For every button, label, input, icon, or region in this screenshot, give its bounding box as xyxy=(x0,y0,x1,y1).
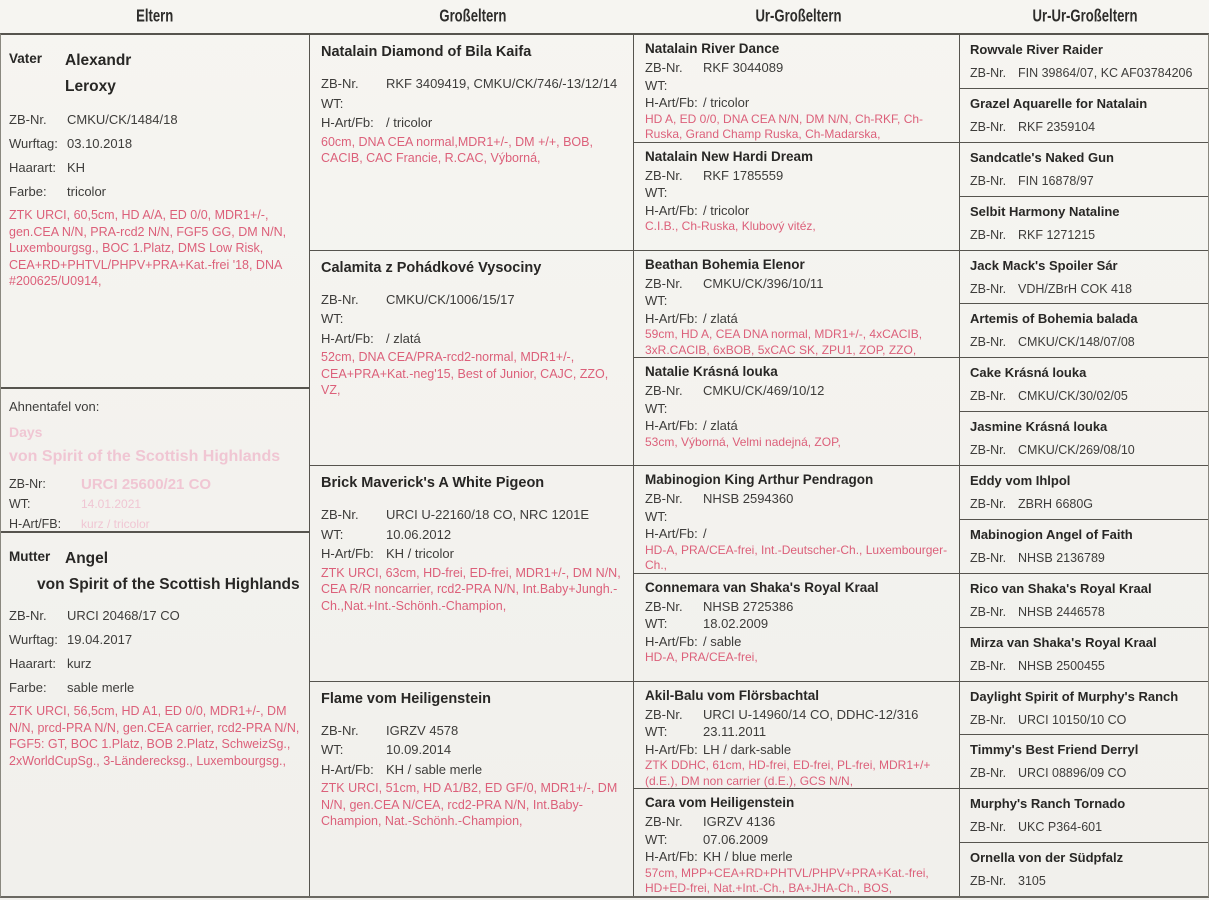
pedigree-table xyxy=(0,33,1209,898)
hart-value: / zlatá xyxy=(703,310,738,326)
field-label: WT: xyxy=(321,742,344,757)
ur-grosseltern-column xyxy=(634,35,960,896)
field-label: ZB-Nr. xyxy=(970,712,1007,727)
health-text: ZTK URCI, 63cm, HD-frei, ED-frei, MDR1+/-, DM N/N, CEA R/R noncarrier, rcd2-PRA N/N, Int.Baby+Jungh.-Ch.,Nat.+Int.-Schönh.-Champion, xyxy=(321,565,621,613)
health-text: 59cm, HD A, CEA DNA normal, MDR1+/-, 4xCACIB, 3xR.CACIB, 6xBOB, 5xCAC SK, ZPU1, ZOP, ZZO, xyxy=(645,327,923,357)
field-label: WT: xyxy=(645,724,668,739)
health-text: HD-A, PRA/CEA-frei, Int.-Deutscher-Ch., Luxembourger-Ch., xyxy=(645,542,948,572)
hart-value: LH / dark-sable xyxy=(703,741,792,757)
field-label: H-Art/FB: xyxy=(9,517,62,531)
dog-name: Daylight Spirit of Murphy's Ranch xyxy=(970,688,1179,704)
vater-name-line2: Leroxy xyxy=(65,78,116,95)
dog-name: Timmy's Best Friend Derryl xyxy=(970,742,1139,758)
great-great-grandparent-cell xyxy=(960,789,1208,843)
mutter-cell xyxy=(1,533,309,896)
dog-name: Artemis of Bohemia balada xyxy=(970,311,1138,327)
field-label: ZB-Nr. xyxy=(645,814,683,830)
field-label: ZB-Nr. xyxy=(321,722,359,738)
field-label: ZB-Nr. xyxy=(9,112,47,127)
column-header-ur-ur-grosseltern: Ur-Ur-Großeltern xyxy=(1033,6,1138,26)
zb-value: NHSB 2594360 xyxy=(703,491,794,506)
zb-value: RKF 1271215 xyxy=(1018,227,1096,242)
field-label: H-Art/Fb: xyxy=(645,202,698,218)
dog-name: Jack Mack's Spoiler Sár xyxy=(970,257,1118,273)
field-label: ZB-Nr. xyxy=(645,706,683,722)
grandparent-cell xyxy=(310,466,633,682)
zb-value: NHSB 2725386 xyxy=(703,598,794,614)
grosseltern-column xyxy=(310,35,634,896)
great-great-grandparent-cell xyxy=(960,358,1208,412)
mutter-name-line1: Angel xyxy=(65,550,109,567)
dog-name: Eddy vom Ihlpol xyxy=(970,473,1071,488)
health-text: 57cm, MPP+CEA+RD+PHTVL/PHPV+PRA+Kat.-frei, HD+ED-frei, Nat.+Int.-Ch., BA+JHA-Ch., BOS, xyxy=(645,865,929,896)
vater-zb-value: CMKU/CK/1484/18 xyxy=(67,112,178,127)
health-text: HD-A, PRA/CEA-frei, xyxy=(645,650,758,665)
vater-role-label: Vater xyxy=(9,51,43,66)
field-label: ZB-Nr. xyxy=(970,227,1007,242)
field-label: ZB-Nr. xyxy=(970,820,1007,835)
dog-name: Natalain New Hardi Dream xyxy=(645,148,814,164)
great-great-grandparent-cell xyxy=(960,628,1208,682)
great-grandparent-cell xyxy=(634,251,959,359)
field-label: ZB-Nr. xyxy=(970,604,1007,619)
field-label: WT: xyxy=(645,616,668,632)
dog-name: Rowvale River Raider xyxy=(970,42,1103,57)
dog-name: Connemara van Shaka's Royal Kraal xyxy=(645,579,879,595)
field-label: H-Art/Fb: xyxy=(645,310,698,326)
wt-value: 18.02.2009 xyxy=(703,616,769,632)
dog-name: Grazel Aquarelle for Natalain xyxy=(970,95,1148,111)
great-great-grandparent-cell xyxy=(960,574,1208,628)
field-label: Farbe: xyxy=(9,184,47,199)
field-label: WT: xyxy=(321,526,344,542)
field-label: ZB-Nr. xyxy=(970,119,1007,134)
dog-name: Beathan Bohemia Elenor xyxy=(645,256,805,272)
dog-name: Natalain Diamond of Bila Kaifa xyxy=(321,44,532,60)
field-label: H-Art/Fb: xyxy=(321,330,374,346)
zb-value: URCI 10150/10 CO xyxy=(1018,712,1127,727)
field-label: H-Art/Fb: xyxy=(645,849,698,865)
dog-name: Cara vom Heiligenstein xyxy=(645,795,795,811)
generation-header-row xyxy=(0,0,1209,33)
column-header-ur-grosseltern: Ur-Großeltern xyxy=(755,6,842,26)
dog-name: Calamita z Pohádkové Vysociny xyxy=(321,259,542,276)
field-label: WT: xyxy=(645,831,668,847)
field-label: Wurftag: xyxy=(9,136,58,151)
zb-value: ZBRH 6680G xyxy=(1018,497,1094,511)
field-label: ZB-Nr. xyxy=(970,497,1007,511)
health-text: HD A, ED 0/0, DNA CEA N/N, DM N/N, Ch-RKF, Ch-Ruska, Grand Champ Ruska, Ch-Madarska, xyxy=(645,111,924,141)
field-label: H-Art/Fb: xyxy=(321,546,374,561)
grandparent-cell xyxy=(310,35,633,251)
zb-value: URCI 08896/09 CO xyxy=(1018,766,1127,781)
field-label: ZB-Nr. xyxy=(645,598,683,614)
ahnentafel-title: Ahnentafel von: xyxy=(9,399,100,414)
zb-value: IGRZV 4578 xyxy=(386,722,459,738)
zb-value: VDH/ZBrH COK 418 xyxy=(1018,281,1132,296)
great-great-grandparent-cell xyxy=(960,466,1208,520)
great-great-grandparent-cell xyxy=(960,143,1208,197)
dog-name: Mabinogion Angel of Faith xyxy=(970,526,1133,542)
dog-name: Mabinogion King Arthur Pendragon xyxy=(645,472,874,487)
field-label: WT: xyxy=(9,497,31,511)
vater-health-text: ZTK URCI, 60,5cm, HD A/A, ED 0/0, MDR1+/-, gen.CEA N/N, PRA-rcd2 N/N, FGF5 GG, DM N/N, Luxembourgsg., BOC 1.Platz, DMS Low Risk, CEA+RD+PHTVL/PHPV+PRA+Kat.-frei '18, DNA #200625/U0914, xyxy=(9,208,287,288)
zb-value: CMKU/CK/396/10/11 xyxy=(703,275,824,291)
wt-value: 10.09.2014 xyxy=(386,742,452,757)
hart-value: / tricolor xyxy=(703,202,750,218)
dog-name: Natalie Krásná louka xyxy=(645,364,778,380)
hart-value: KH / tricolor xyxy=(386,546,454,561)
field-label: H-Art/Fb: xyxy=(645,95,698,110)
great-grandparent-cell xyxy=(634,358,959,466)
field-label: ZB-Nr. xyxy=(970,443,1007,458)
vater-haarart-value: KH xyxy=(67,160,86,175)
ur-ur-grosseltern-column xyxy=(960,35,1208,896)
mutter-name-line2: von Spirit of the Scottish Highlands xyxy=(37,576,300,593)
great-great-grandparent-cell xyxy=(960,197,1208,251)
zb-value: CMKU/CK/148/07/08 xyxy=(1018,335,1135,350)
zb-value: FIN 39864/07, KC AF03784206 xyxy=(1018,66,1193,80)
health-text: ZTK URCI, 51cm, HD A1/B2, ED GF/0, MDR1+/-, DM N/N, gen.CEA N/CEA, rcd2-PRA N/N, Int.Baby-Champion, Nat.-Schönh.-Champion, xyxy=(321,781,618,828)
great-great-grandparent-cell xyxy=(960,304,1208,358)
column-header-eltern: Eltern xyxy=(136,6,174,26)
hart-value: KH / blue merle xyxy=(703,849,793,865)
dog-name: Jasmine Krásná louka xyxy=(970,419,1108,435)
zb-value: CMKU/CK/269/08/10 xyxy=(1018,443,1135,458)
field-label: Farbe: xyxy=(9,680,47,695)
field-label: ZB-Nr. xyxy=(970,550,1007,565)
dog-name: Selbit Harmony Nataline xyxy=(970,203,1120,219)
great-great-grandparent-cell xyxy=(960,251,1208,305)
great-grandparent-cell xyxy=(634,35,959,143)
field-label: WT: xyxy=(321,311,344,326)
field-label: ZB-Nr. xyxy=(321,76,359,91)
great-great-grandparent-cell xyxy=(960,412,1208,466)
field-label: WT: xyxy=(645,77,668,93)
field-label: ZB-Nr. xyxy=(970,766,1007,781)
field-label: H-Art/Fb: xyxy=(321,761,374,777)
wt-value: 07.06.2009 xyxy=(703,831,769,847)
field-label: ZB-Nr. xyxy=(970,389,1007,404)
dog-name: Flame vom Heiligenstein xyxy=(321,690,492,707)
wt-value: 10.06.2012 xyxy=(386,526,452,542)
hart-value: / sable xyxy=(703,633,742,649)
vater-cell xyxy=(1,35,309,387)
ahnentafel-von-cell xyxy=(1,387,309,533)
great-grandparent-cell xyxy=(634,143,959,251)
zb-value: FIN 16878/97 xyxy=(1018,173,1094,188)
health-text: ZTK DDHC, 61cm, HD-frei, ED-frei, PL-frei, MDR1+/+ (d.E.), DM non carrier (d.E.), GCS N/N, xyxy=(645,758,931,788)
great-grandparent-cell xyxy=(634,682,959,790)
great-great-grandparent-cell xyxy=(960,735,1208,789)
eltern-column xyxy=(1,35,310,896)
hart-value: / tricolor xyxy=(386,115,433,130)
great-great-grandparent-cell xyxy=(960,35,1208,89)
field-label: Wurftag: xyxy=(9,632,58,647)
grandparent-cell xyxy=(310,251,633,467)
hart-value: / zlatá xyxy=(703,418,738,434)
dog-name: Cake Krásná louka xyxy=(970,365,1087,381)
field-label: ZB-Nr. xyxy=(970,281,1007,296)
great-grandparent-cell xyxy=(634,466,959,574)
field-label: ZB-Nr. xyxy=(645,383,683,399)
dog-name: Murphy's Ranch Tornado xyxy=(970,796,1126,812)
field-label: WT: xyxy=(645,508,668,524)
health-text: 53cm, Výborná, Velmi nadejná, ZOP, xyxy=(645,434,841,449)
great-grandparent-cell xyxy=(634,789,959,896)
mutter-farbe-value: sable merle xyxy=(67,680,135,695)
field-label: ZB-Nr. xyxy=(645,491,683,506)
zb-value: URCI U-14960/14 CO, DDHC-12/316 xyxy=(703,706,919,722)
field-label: ZB-Nr. xyxy=(645,275,683,291)
zb-value: NHSB 2136789 xyxy=(1018,550,1105,565)
great-great-grandparent-cell xyxy=(960,843,1208,896)
column-header-grosseltern: Großeltern xyxy=(438,6,507,26)
field-label: ZB-Nr. xyxy=(970,874,1007,889)
field-label: WT: xyxy=(645,185,668,201)
hart-value: / tricolor xyxy=(703,95,750,110)
field-label: WT: xyxy=(645,293,668,308)
field-label: ZB-Nr. xyxy=(970,66,1007,80)
great-great-grandparent-cell xyxy=(960,520,1208,574)
wt-value: 23.11.2011 xyxy=(703,724,767,739)
subject-hart-value: kurz / tricolor xyxy=(81,517,150,531)
zb-value: NHSB 2446578 xyxy=(1018,604,1105,619)
mutter-role-label: Mutter xyxy=(9,549,51,564)
subject-dog-name-line2: von Spirit of the Scottish Highlands xyxy=(9,448,281,465)
field-label: ZB-Nr. xyxy=(970,658,1007,673)
zb-value: CMKU/CK/30/02/05 xyxy=(1018,389,1128,404)
zb-value: UKC P364-601 xyxy=(1018,820,1103,835)
field-label: ZB-Nr. xyxy=(645,60,683,75)
zb-value: RKF 3044089 xyxy=(703,60,784,75)
field-label: ZB-Nr. xyxy=(970,173,1007,188)
subject-dog-name-line1: Days xyxy=(9,424,43,440)
vater-farbe-value: tricolor xyxy=(67,184,107,199)
mutter-zb-value: URCI 20468/17 CO xyxy=(67,608,180,623)
hart-value: KH / sable merle xyxy=(386,761,483,777)
great-great-grandparent-cell xyxy=(960,682,1208,736)
health-text: 60cm, DNA CEA normal,MDR1+/-, DM +/+, BOB, CACIB, CAC Francie, R.CAC, Výborná, xyxy=(321,134,593,165)
hart-value: / xyxy=(703,526,707,541)
health-text: C.I.B., Ch-Ruska, Klubový vitéz, xyxy=(645,219,816,234)
mutter-wurftag-value: 19.04.2017 xyxy=(67,632,133,647)
field-label: ZB-Nr. xyxy=(645,167,683,183)
field-label: Haarart: xyxy=(9,160,56,175)
mutter-haarart-value: kurz xyxy=(67,656,92,671)
vater-wurftag-value: 03.10.2018 xyxy=(67,136,133,151)
vater-name-line1: Alexandr xyxy=(65,52,132,69)
dog-name: Sandcatle's Naked Gun xyxy=(970,149,1114,165)
zb-value: NHSB 2500455 xyxy=(1018,658,1105,673)
zb-value: 3105 xyxy=(1018,874,1046,889)
grandparent-cell xyxy=(310,682,633,897)
zb-value: RKF 1785559 xyxy=(703,167,784,183)
field-label: ZB-Nr. xyxy=(9,608,47,623)
subject-zb-value: URCI 25600/21 CO xyxy=(81,476,212,493)
field-label: H-Art/Fb: xyxy=(321,115,374,130)
field-label: WT: xyxy=(321,95,344,111)
field-label: H-Art/Fb: xyxy=(645,741,698,757)
zb-value: RKF 2359104 xyxy=(1018,119,1096,134)
zb-value: RKF 3409419, CMKU/CK/746/-13/12/14 xyxy=(386,76,618,91)
health-text: 52cm, DNA CEA/PRA-rcd2-normal, MDR1+/-, CEA+PRA+Kat.-neg'15, Best of Junior, CAJC, ZZO, VZ, xyxy=(321,350,609,397)
field-label: H-Art/Fb: xyxy=(645,526,698,541)
field-label: ZB-Nr. xyxy=(321,507,359,522)
zb-value: CMKU/CK/469/10/12 xyxy=(703,383,825,399)
field-label: WT: xyxy=(645,400,668,416)
great-great-grandparent-cell xyxy=(960,89,1208,143)
dog-name: Natalain River Dance xyxy=(645,41,780,56)
great-grandparent-cell xyxy=(634,574,959,682)
field-label: H-Art/Fb: xyxy=(645,418,698,434)
subject-wt-value: 14.01.2021 xyxy=(81,497,142,511)
zb-value: IGRZV 4136 xyxy=(703,814,776,830)
dog-name: Brick Maverick's A White Pigeon xyxy=(321,475,545,491)
field-label: ZB-Nr. xyxy=(321,291,359,307)
dog-name: Akil-Balu vom Flörsbachtal xyxy=(645,687,820,703)
zb-value: URCI U-22160/18 CO, NRC 1201E xyxy=(386,507,590,522)
hart-value: / zlatá xyxy=(386,330,421,346)
field-label: ZB-Nr: xyxy=(9,477,46,491)
field-label: H-Art/Fb: xyxy=(645,633,698,649)
field-label: ZB-Nr. xyxy=(970,335,1007,350)
dog-name: Rico van Shaka's Royal Kraal xyxy=(970,580,1152,596)
mutter-health-text: ZTK URCI, 56,5cm, HD A1, ED 0/0, MDR1+/-, DM N/N, prcd-PRA N/N, gen.CEA carrier, rcd2-PRA N/N, FGF5: GT, BOC 1.Platz, BOB 2.Platz, SchweizSg., 2xWorldCupSg., 3-Länderecksg., Luxembourgsg., xyxy=(9,704,300,768)
dog-name: Ornella von der Südpfalz xyxy=(970,850,1124,866)
dog-name: Mirza van Shaka's Royal Kraal xyxy=(970,634,1157,650)
zb-value: CMKU/CK/1006/15/17 xyxy=(386,291,515,307)
field-label: Haarart: xyxy=(9,656,56,671)
